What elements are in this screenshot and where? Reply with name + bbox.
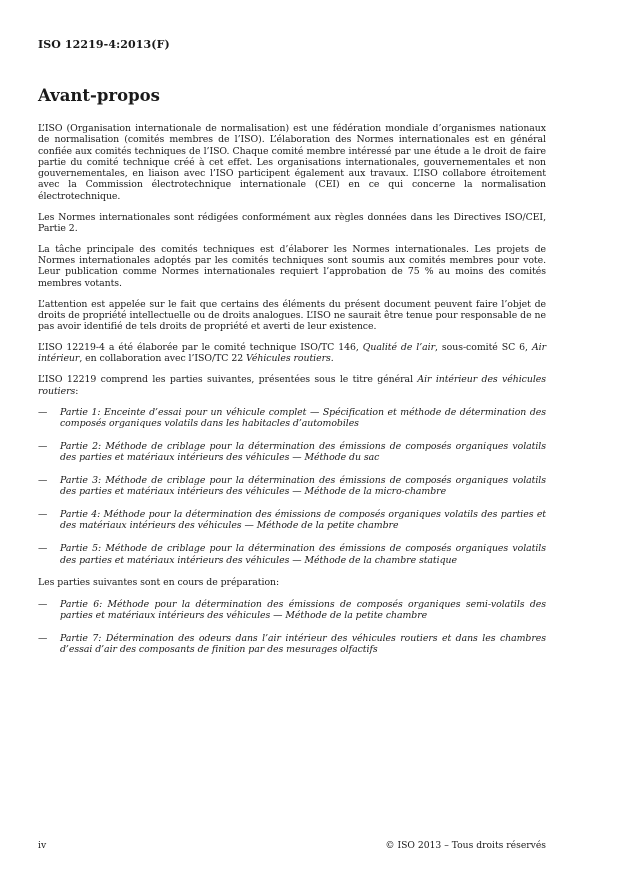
paragraph-iso-overview: L’ISO (Organisation internationale de normalisation) est une fédération mondiale d’organismes nationaux de normalisation (comités membres de l’ISO). L’élaboration des Normes internationales est en général confiée aux comités techniques de l’ISO. Chaque comité membre intéressé par une étude a le droit de faire partie du comité technique créé à cet effet. Les organisations internationales, gouvernementales et non gouvernementales, en liaison avec l’ISO participent également aux travaux. L’ISO collabore étroitement avec la Commission électrotechnique internationale (CEI) en ce qui concerne la normalisation électrotechnique.: [38, 123, 546, 202]
parts-in-preparation-list: [38, 599, 546, 656]
paragraph-patent-notice: L’attention est appelée sur le fait que certains des éléments du présent document peuvent faire l’objet de droits de propriété intellectuelle ou de droits analogues. L’ISO ne saurait être tenue pour responsable de ne pas avoir identifié de tels droits de propriété et averti de leur existence.: [38, 298, 546, 333]
foreword-body: [38, 123, 546, 667]
part-title: Partie 1: Enceinte d’essai pour un véhicule complet — Spécification et méthode de détermination des composés organiques volatils dans les habitacles d’automobiles: [60, 406, 546, 429]
list-dash: —: [38, 509, 48, 521]
list-dash: —: [38, 406, 48, 418]
list-item: [38, 475, 546, 498]
list-dash: —: [38, 543, 48, 555]
series-intro-text: L’ISO 12219 comprend les parties suivantes, présentées sous le titre général: [38, 374, 418, 386]
list-dash: —: [38, 474, 48, 486]
series-general-title: Air intérieur des véhicules routiers: [38, 374, 546, 397]
part-title: Partie 3: Méthode de criblage pour la détermination des émissions de composés organiques volatils des parties et matériaux intérieurs des véhicules — Méthode de la micro-chambre: [60, 474, 546, 498]
prepared-by-text-3: , en collaboration avec l’ISO/TC 22: [79, 353, 247, 365]
part-title: Partie 5: Méthode de criblage pour la détermination des émissions de composés organiques volatils des parties et matériaux intérieurs des véhicules — Méthode de la chambre statique: [60, 543, 546, 566]
prepared-by-text-4: .: [330, 353, 334, 365]
published-parts-list: [38, 407, 546, 566]
list-dash: —: [38, 440, 48, 452]
part-title: Partie 7: Détermination des odeurs dans l’air intérieur des véhicules routiers et dans les chambres d’essai d’air des composants de finition par des mesurages olfactifs: [60, 632, 546, 656]
prepared-by-text-2: , sous-comité SC 6,: [435, 342, 532, 354]
paragraph-series-intro: [38, 374, 546, 397]
list-item: [38, 633, 546, 656]
part-title: Partie 6: Méthode pour la détermination des émissions de composés organiques semi-volatils des parties et matériaux intérieurs des véhicules — Méthode de la petite chambre: [60, 598, 546, 622]
paragraph-prepared-by: [38, 342, 546, 365]
paragraph-committee-tasks: La tâche principale des comités techniques est d’élaborer les Normes internationales. Les projets de Normes internationales adoptés par les comités techniques sont soumis aux comités membres pour vote. Leur publication comme Normes internationales requiert l’approbation de 75 % au moins des comités membres votants.: [38, 243, 546, 289]
prepared-by-text-1: L’ISO 12219-4 a été élaborée par le comité technique ISO/TC 146,: [38, 342, 363, 354]
list-item: [38, 441, 546, 464]
part-title: Partie 2: Méthode de criblage pour la détermination des émissions de composés organiques volatils des parties et matériaux intérieurs des véhicules — Méthode du sac: [60, 440, 546, 463]
paragraph-in-preparation: Les parties suivantes sont en cours de préparation:: [38, 577, 280, 589]
committee-title-road-vehicles: Véhicules routiers: [246, 353, 331, 365]
page-title: Avant-propos: [38, 86, 160, 105]
list-item: [38, 599, 546, 622]
paragraph-drafting-rules: Les Normes internationales sont rédigées conformément aux règles données dans les Directives ISO/CEI, Partie 2.: [38, 211, 546, 234]
committee-title-air-quality: Qualité de l’air: [362, 342, 436, 354]
part-title: Partie 4: Méthode pour la détermination des émissions de composés organiques volatils des parties et des matériaux intérieurs des véhicules — Méthode de la petite chambre: [60, 509, 546, 532]
list-dash: —: [38, 598, 48, 610]
list-item: [38, 509, 546, 532]
series-intro-colon: :: [75, 385, 79, 397]
list-dash: —: [38, 632, 48, 644]
subcommittee-title-indoor-air: Air intérieur: [38, 342, 546, 365]
copyright-notice: © ISO 2013 – Tous droits réservés: [385, 840, 546, 851]
document-identifier: ISO 12219-4:2013(F): [38, 38, 170, 51]
list-item: [38, 543, 546, 566]
page-number: iv: [38, 840, 47, 851]
list-item: [38, 407, 546, 430]
